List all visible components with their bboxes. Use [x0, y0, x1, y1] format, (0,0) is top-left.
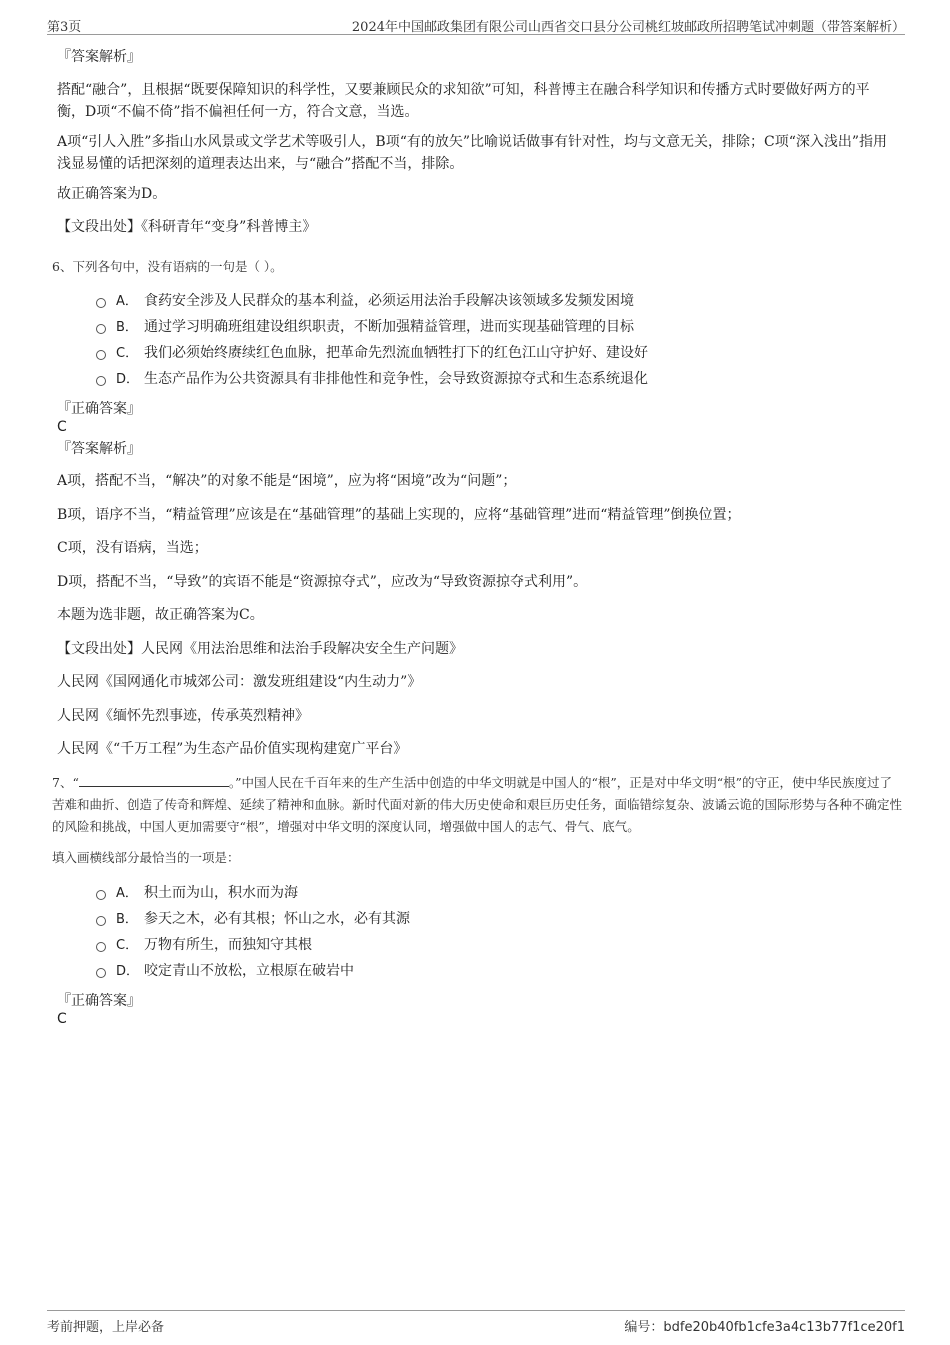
- q7-option-d[interactable]: D． 咬定青山不放松，立根原在破岩中: [96, 960, 354, 982]
- radio-icon[interactable]: [96, 298, 106, 308]
- q5-source: 【文段出处】《科研青年“变身”科普博主》: [57, 219, 317, 235]
- q6-answer-label: 『正确答案』: [57, 401, 141, 417]
- page-header: [47, 14, 905, 35]
- q6-source-4: 人民网《“千万工程”为生态产品价值实现构建宽广平台》: [57, 741, 408, 757]
- q6-analysis-b: B项，语序不当，“精益管理”应该是在“基础管理”的基础上实现的，应将“基础管理”进而“精益管理”倒换位置；: [57, 507, 741, 523]
- q6-option-d[interactable]: D． 生态产品作为公共资源具有非排他性和竞争性，会导致资源掠夺式和生态系统退化: [96, 368, 648, 390]
- radio-icon[interactable]: [96, 350, 106, 360]
- page-number: 第3页: [47, 20, 82, 35]
- q6-source-2: 人民网《国网通化市城郊公司：激发班组建设“内生动力”》: [57, 674, 422, 690]
- footer-slogan: 考前押题，上岸必备: [47, 1320, 165, 1335]
- radio-icon[interactable]: [96, 376, 106, 386]
- q7-option-b[interactable]: B． 参天之木，必有其根；怀山之水，必有其源: [96, 908, 410, 930]
- q5-analysis-label: 『答案解析』: [57, 49, 141, 65]
- fill-in-blank: [79, 774, 229, 787]
- q5-analysis-p3: 故正确答案为D。: [57, 186, 167, 202]
- q6-option-b[interactable]: B． 通过学习明确班组建设组织职责，不断加强精益管理，进而实现基础管理的目标: [96, 316, 634, 338]
- q6-analysis-c: C项，没有语病，当选；: [57, 540, 208, 556]
- q5-analysis-p1: 搭配“融合”，且根据“既要保障知识的科学性，又要兼顾民众的求知欲”可知，科普博主在融合科学知识和传播方式时要做好两方的平衡，D项“不偏不倚”指不偏袒任何一方，符合文意，当选。: [57, 82, 870, 120]
- document-code: 编号：bdfe20b40fb1cfe3a4c13b77f1ce20f1: [624, 1320, 905, 1335]
- q6-analysis-label: 『答案解析』: [57, 441, 141, 457]
- document-title: 2024年中国邮政集团有限公司山西省交口县分公司桃红坡邮政所招聘笔试冲刺题（带答案解析）: [351, 20, 905, 35]
- q6-title: 6、下列各句中，没有语病的一句是（ ）。: [52, 259, 283, 274]
- q6-source-1: 【文段出处】人民网《用法治思维和法治手段解决安全生产问题》: [57, 641, 463, 657]
- radio-icon[interactable]: [96, 942, 106, 952]
- q6-source-3: 人民网《缅怀先烈事迹，传承英烈精神》: [57, 708, 309, 724]
- q7-prompt: 填入画横线部分最恰当的一项是：: [52, 850, 240, 865]
- radio-icon[interactable]: [96, 324, 106, 334]
- page-footer: [47, 1310, 905, 1335]
- q6-option-c[interactable]: C． 我们必须始终赓续红色血脉，把革命先烈流血牺牲打下的红色江山守护好、建设好: [96, 342, 648, 364]
- q6-analysis-d: D项，搭配不当，“导致”的宾语不能是“资源掠夺式”，应改为“导致资源掠夺式利用”。: [57, 574, 588, 590]
- q6-option-a[interactable]: A． 食药安全涉及人民群众的基本利益，必须运用法治手段解决该领域多发频发困境: [96, 290, 634, 312]
- radio-icon[interactable]: [96, 968, 106, 978]
- q7-stem: 7、“ 。”中国人民在千百年来的生产生活中创造的中华文明就是中国人的“根”，正是对中华文明“根”的守正，使中华民族度过了苦难和曲折、创造了传奇和辉煌、延续了精神和血脉。新时代面对新的伟大历史使命和艰巨历史任务，面临错综复杂、波谲云诡的国际形势与各种不确定性的风险和挑战，中国人更加需要守“根”，增强对中华文明的深度认同，增强做中国人的志气、骨气、底气。: [52, 775, 903, 834]
- radio-icon[interactable]: [96, 916, 106, 926]
- q7-option-c[interactable]: C． 万物有所生，而独知守其根: [96, 934, 312, 956]
- q7-answer: C: [57, 1011, 67, 1027]
- q6-conclusion: 本题为选非题，故正确答案为C。: [57, 607, 264, 623]
- radio-icon[interactable]: [96, 890, 106, 900]
- q5-analysis-p2: A项“引人入胜”多指山水风景或文学艺术等吸引人，B项“有的放矢”比喻说话做事有针对性，均与文意无关，排除；C项“深入浅出”指用浅显易懂的话把深刻的道理表达出来，与“融合”搭配不当，排除。: [57, 134, 888, 172]
- q7-answer-label: 『正确答案』: [57, 993, 141, 1009]
- q6-answer: C: [57, 419, 67, 435]
- q6-analysis-a: A项，搭配不当，“解决”的对象不能是“困境”，应为将“困境”改为“问题”；: [57, 473, 517, 489]
- q7-option-a[interactable]: A． 积土而为山，积水而为海: [96, 882, 298, 904]
